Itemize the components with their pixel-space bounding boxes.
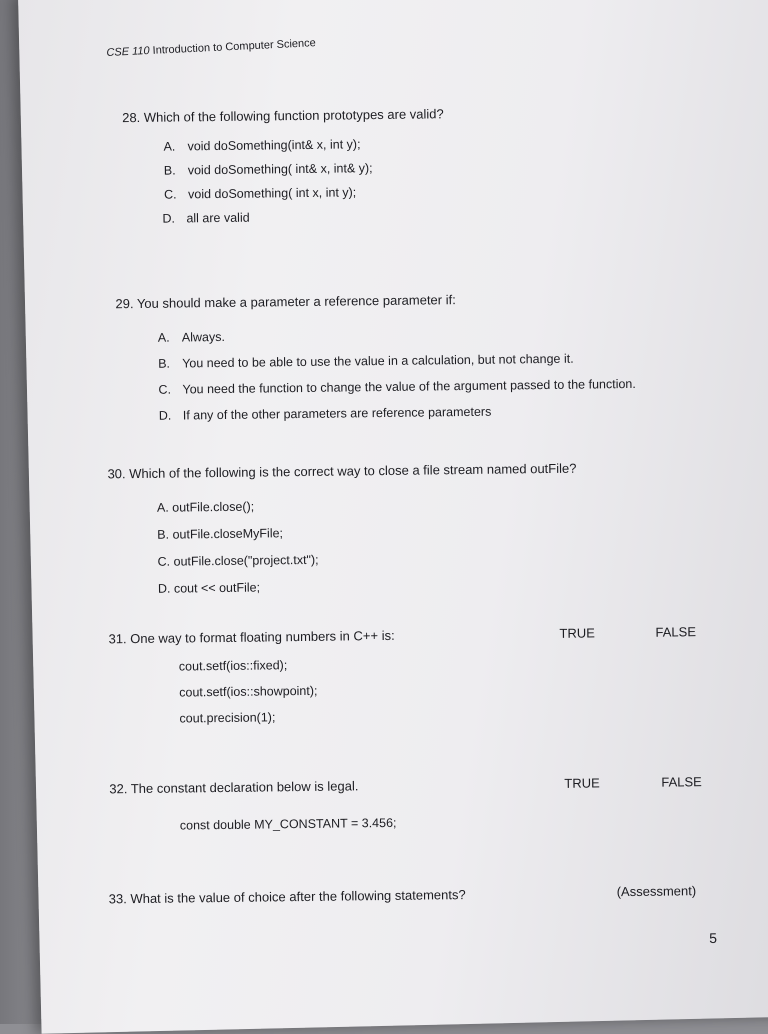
course-code: CSE 110 <box>106 44 150 60</box>
question-28-option-a: A. void doSomething(int& x, int y); <box>163 137 361 154</box>
page-header <box>106 35 316 61</box>
question-28-option-d: D. all are valid <box>162 210 250 226</box>
question-29-option-a: A. Always. <box>157 329 226 345</box>
question-31-false-label: FALSE <box>655 624 697 640</box>
question-32-false-label: FALSE <box>661 774 702 790</box>
question-29-option-b: B. You need to be able to use the value in a calculation, but not change it. <box>158 351 574 371</box>
question-33-prompt: 33. What is the value of choice after the following statements? <box>108 887 466 907</box>
question-29-option-d: D. If any of the other parameters are reference parameters <box>158 404 492 423</box>
question-30-option-c: C. outFile.close("project.txt"); <box>157 552 319 569</box>
question-31-code-line-3: cout.precision(1); <box>179 710 276 726</box>
question-30-option-b: B. outFile.closeMyFile; <box>157 526 284 542</box>
question-30-option-a: A. outFile.close(); <box>156 499 255 515</box>
question-31-true-label: TRUE <box>559 625 595 641</box>
page-number: 5 <box>709 929 718 947</box>
question-32-code-line-1: const double MY_CONSTANT = 3.456; <box>179 815 397 833</box>
course-title: Introduction to Computer Science <box>152 37 317 57</box>
question-32-true-label: TRUE <box>564 775 600 791</box>
question-31-prompt: 31. One way to format floating numbers in C++ is: <box>108 627 395 647</box>
question-31-code-line-2: cout.setf(ios::showpoint); <box>179 683 318 700</box>
question-30-option-d: D. cout << outFile; <box>157 580 261 596</box>
question-28-option-b: B. void doSomething( int& x, int& y); <box>163 161 373 178</box>
question-33-note: (Assessment) <box>616 883 697 900</box>
question-28-option-c: C. void doSomething( int x, int y); <box>164 185 357 202</box>
question-31-code-line-1: cout.setf(ios::fixed); <box>178 658 288 674</box>
question-28-prompt: 28. Which of the following function prototypes are valid? <box>122 106 444 126</box>
question-29-option-c: C. You need the function to change the value of the argument passed to the function. <box>158 376 636 397</box>
question-30-prompt: 30. Which of the following is the correct way to close a file stream named outFile? <box>107 460 577 482</box>
question-29-prompt: 29. You should make a parameter a reference parameter if: <box>115 292 456 312</box>
question-32-prompt: 32. The constant declaration below is legal. <box>109 778 359 797</box>
